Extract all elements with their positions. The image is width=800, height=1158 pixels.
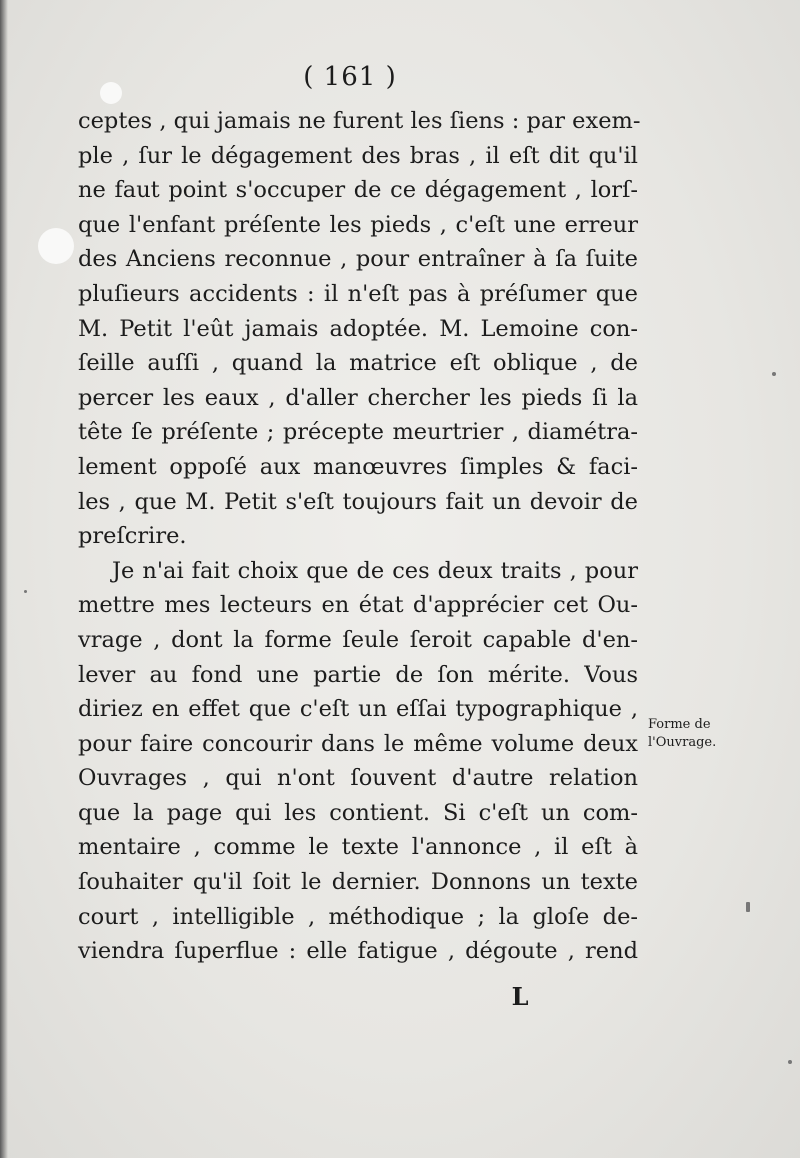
- page-number: ( 161 ): [303, 62, 397, 92]
- text-line: vrage , dont la forme ſeule ſeroit capable d'en-: [78, 626, 638, 653]
- text-line: les , que M. Petit s'eſt toujours fait un devoir de: [78, 488, 638, 515]
- margin-note-line: Forme de: [648, 717, 711, 732]
- page-edge-shadow: [0, 0, 8, 1158]
- text-line: pour faire concourir dans le même volume deux: [78, 730, 638, 757]
- text-line: preſcrire.: [78, 523, 187, 550]
- text-line: tête ſe préſente ; précepte meurtrier , diamétra-: [78, 419, 638, 446]
- paper-speck: [788, 1060, 792, 1064]
- text-line: percer les eaux , d'aller chercher les pieds ſi la: [78, 384, 638, 411]
- text-line: pluſieurs accidents : il n'eſt pas à préſumer que: [78, 280, 638, 307]
- text-line: mettre mes lecteurs en état d'apprécier cet Ou-: [78, 592, 638, 619]
- text-line: ſouhaiter qu'il ſoit le dernier. Donnons un texte: [78, 869, 638, 896]
- margin-note-line: l'Ouvrage.: [648, 735, 717, 750]
- text-line: Ouvrages , qui n'ont ſouvent d'autre relation: [78, 765, 638, 792]
- text-line: diriez en effet que c'eſt un eſſai typographique ,: [78, 696, 638, 723]
- paper-speck: [746, 902, 750, 912]
- text-line: ſeille auſſi , quand la matrice eſt oblique , de: [78, 350, 638, 377]
- paragraph-start-line: Je n'ai fait choix que de ces deux traits , pour: [112, 557, 638, 584]
- text-line: ple , ſur le dégagement des bras , il eſt dit qu'il: [78, 142, 638, 169]
- text-line: que la page qui les contient. Si c'eſt un com-: [78, 799, 638, 826]
- text-line: mentaire , comme le texte l'annonce , il eſt à: [78, 834, 638, 861]
- paper-speck: [24, 590, 27, 593]
- text-line: ne faut point s'occuper de ce dégagement , lorſ-: [78, 177, 638, 204]
- text-line: viendra ſuperflue : elle fatigue , dégoute , rend: [78, 938, 638, 965]
- text-line: ceptes , qui jamais ne furent les ſiens : par exem-: [78, 108, 641, 134]
- body-text: [78, 104, 641, 969]
- text-line: lement oppoſé aux manœuvres ſimples & faci-: [78, 453, 638, 480]
- text-line: des Anciens reconnue , pour entraîner à ſa ſuite: [78, 246, 638, 273]
- margin-note: [648, 716, 768, 752]
- text-line: que l'enfant préſente les pieds , c'eſt une erreur: [78, 211, 638, 238]
- text-line: M. Petit l'eût jamais adoptée. M. Lemoine con-: [78, 315, 638, 342]
- text-line: court , intelligible , méthodique ; la gloſe de-: [78, 903, 638, 930]
- catchword: L: [511, 982, 529, 1011]
- paper-speck: [772, 372, 776, 376]
- paper-blemish: [38, 228, 74, 264]
- text-line: lever au fond une partie de ſon mérite. Vous: [78, 661, 638, 688]
